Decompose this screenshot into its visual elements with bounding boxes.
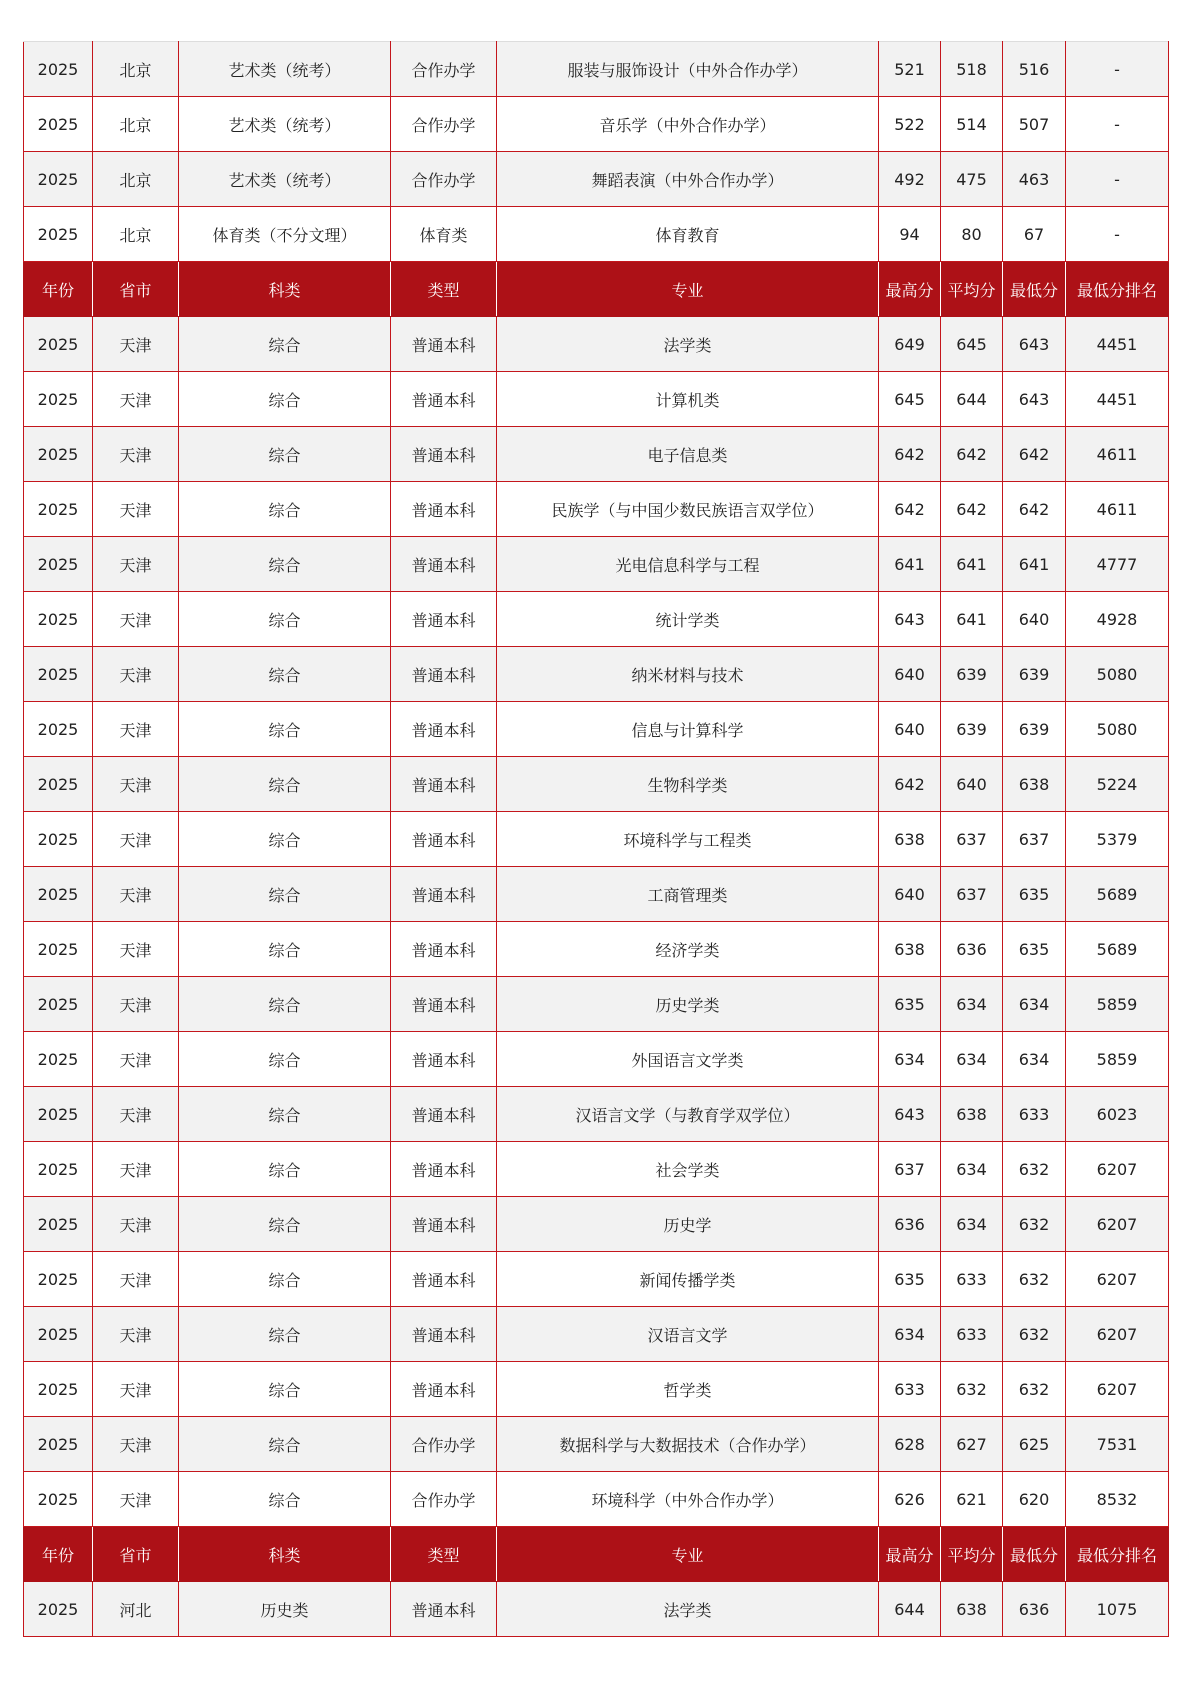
- province-cell: 天津: [93, 757, 179, 812]
- subject-cell: 综合: [179, 372, 391, 427]
- max-score-cell: 642: [879, 427, 941, 482]
- min-score-cell: 635: [1003, 922, 1066, 977]
- min-rank-cell: 8532: [1066, 1472, 1169, 1527]
- max-score-cell: 636: [879, 1197, 941, 1252]
- table-row: [24, 42, 1169, 97]
- avg-score-cell: 634: [941, 1032, 1003, 1087]
- table-row: [24, 592, 1169, 647]
- type-cell: 合作办学: [391, 1472, 497, 1527]
- max-score-cell: 640: [879, 647, 941, 702]
- major-cell: 光电信息科学与工程: [497, 537, 879, 592]
- max-score-cell: 635: [879, 977, 941, 1032]
- min-rank-cell: 4451: [1066, 317, 1169, 372]
- min-score-cell: 641: [1003, 537, 1066, 592]
- subject-cell: 综合: [179, 482, 391, 537]
- min-score-cell: 643: [1003, 372, 1066, 427]
- major-cell: 汉语言文学: [497, 1307, 879, 1362]
- avg-score-cell: 645: [941, 317, 1003, 372]
- column-header-major: 专业: [497, 1527, 879, 1582]
- year-cell: 2025: [24, 757, 93, 812]
- column-header-year: 年份: [24, 1527, 93, 1582]
- major-cell: 汉语言文学（与教育学双学位）: [497, 1087, 879, 1142]
- type-cell: 合作办学: [391, 152, 497, 207]
- column-header-subject: 科类: [179, 262, 391, 317]
- table-row: [24, 922, 1169, 977]
- province-cell: 天津: [93, 427, 179, 482]
- min-score-cell: 632: [1003, 1307, 1066, 1362]
- table-row: [24, 152, 1169, 207]
- year-cell: 2025: [24, 482, 93, 537]
- province-cell: 河北: [93, 1582, 179, 1637]
- province-cell: 天津: [93, 592, 179, 647]
- subject-cell: 历史类: [179, 1582, 391, 1637]
- type-cell: 普通本科: [391, 1362, 497, 1417]
- subject-cell: 综合: [179, 1362, 391, 1417]
- min-rank-cell: 4928: [1066, 592, 1169, 647]
- major-cell: 舞蹈表演（中外合作办学）: [497, 152, 879, 207]
- year-cell: 2025: [24, 152, 93, 207]
- province-cell: 天津: [93, 1087, 179, 1142]
- min-rank-cell: -: [1066, 207, 1169, 262]
- subject-cell: 艺术类（统考）: [179, 42, 391, 97]
- column-header-max-score: 最高分: [879, 1527, 941, 1582]
- year-cell: 2025: [24, 372, 93, 427]
- type-cell: 普通本科: [391, 922, 497, 977]
- min-score-cell: 642: [1003, 482, 1066, 537]
- min-rank-cell: 5859: [1066, 977, 1169, 1032]
- major-cell: 法学类: [497, 317, 879, 372]
- table-row: [24, 977, 1169, 1032]
- avg-score-cell: 634: [941, 1197, 1003, 1252]
- type-cell: 普通本科: [391, 1582, 497, 1637]
- table-header-row: [24, 1527, 1169, 1582]
- major-cell: 电子信息类: [497, 427, 879, 482]
- type-cell: 普通本科: [391, 702, 497, 757]
- major-cell: 计算机类: [497, 372, 879, 427]
- year-cell: 2025: [24, 647, 93, 702]
- year-cell: 2025: [24, 922, 93, 977]
- subject-cell: 综合: [179, 1417, 391, 1472]
- year-cell: 2025: [24, 812, 93, 867]
- type-cell: 普通本科: [391, 1142, 497, 1197]
- min-score-cell: 625: [1003, 1417, 1066, 1472]
- max-score-cell: 638: [879, 812, 941, 867]
- max-score-cell: 645: [879, 372, 941, 427]
- province-cell: 天津: [93, 372, 179, 427]
- subject-cell: 综合: [179, 1197, 391, 1252]
- column-header-min-score: 最低分: [1003, 1527, 1066, 1582]
- min-rank-cell: 6023: [1066, 1087, 1169, 1142]
- table-header-row: [24, 262, 1169, 317]
- subject-cell: 综合: [179, 812, 391, 867]
- year-cell: 2025: [24, 207, 93, 262]
- min-score-cell: 643: [1003, 317, 1066, 372]
- min-score-cell: 516: [1003, 42, 1066, 97]
- subject-cell: 艺术类（统考）: [179, 152, 391, 207]
- max-score-cell: 642: [879, 482, 941, 537]
- year-cell: 2025: [24, 1362, 93, 1417]
- table-row: [24, 1582, 1169, 1637]
- min-rank-cell: 4611: [1066, 482, 1169, 537]
- max-score-cell: 628: [879, 1417, 941, 1472]
- min-score-cell: 638: [1003, 757, 1066, 812]
- province-cell: 天津: [93, 537, 179, 592]
- avg-score-cell: 638: [941, 1582, 1003, 1637]
- avg-score-cell: 633: [941, 1307, 1003, 1362]
- avg-score-cell: 641: [941, 592, 1003, 647]
- min-rank-cell: 4451: [1066, 372, 1169, 427]
- min-score-cell: 632: [1003, 1362, 1066, 1417]
- min-rank-cell: -: [1066, 97, 1169, 152]
- table-row: [24, 482, 1169, 537]
- subject-cell: 综合: [179, 1032, 391, 1087]
- province-cell: 天津: [93, 977, 179, 1032]
- column-header-min-score: 最低分: [1003, 262, 1066, 317]
- province-cell: 天津: [93, 1142, 179, 1197]
- table-row: [24, 1362, 1169, 1417]
- max-score-cell: 637: [879, 1142, 941, 1197]
- year-cell: 2025: [24, 1087, 93, 1142]
- province-cell: 天津: [93, 1032, 179, 1087]
- min-score-cell: 642: [1003, 427, 1066, 482]
- table-row: [24, 317, 1169, 372]
- type-cell: 合作办学: [391, 97, 497, 152]
- max-score-cell: 492: [879, 152, 941, 207]
- province-cell: 天津: [93, 317, 179, 372]
- table-row: [24, 1417, 1169, 1472]
- type-cell: 合作办学: [391, 1417, 497, 1472]
- province-cell: 天津: [93, 1197, 179, 1252]
- subject-cell: 综合: [179, 1252, 391, 1307]
- province-cell: 天津: [93, 1362, 179, 1417]
- min-rank-cell: 5689: [1066, 922, 1169, 977]
- year-cell: 2025: [24, 1032, 93, 1087]
- min-rank-cell: 5080: [1066, 702, 1169, 757]
- table-row: [24, 372, 1169, 427]
- min-score-cell: 634: [1003, 1032, 1066, 1087]
- avg-score-cell: 639: [941, 647, 1003, 702]
- min-score-cell: 463: [1003, 152, 1066, 207]
- min-rank-cell: 1075: [1066, 1582, 1169, 1637]
- major-cell: 历史学类: [497, 977, 879, 1032]
- province-cell: 天津: [93, 922, 179, 977]
- table-row: [24, 867, 1169, 922]
- major-cell: 法学类: [497, 1582, 879, 1637]
- type-cell: 普通本科: [391, 1252, 497, 1307]
- table-row: [24, 1252, 1169, 1307]
- min-score-cell: 639: [1003, 647, 1066, 702]
- province-cell: 天津: [93, 1307, 179, 1362]
- column-header-min-rank: 最低分排名: [1066, 262, 1169, 317]
- table-row: [24, 1197, 1169, 1252]
- type-cell: 普通本科: [391, 977, 497, 1032]
- subject-cell: 综合: [179, 427, 391, 482]
- year-cell: 2025: [24, 1197, 93, 1252]
- province-cell: 天津: [93, 1417, 179, 1472]
- max-score-cell: 644: [879, 1582, 941, 1637]
- avg-score-cell: 80: [941, 207, 1003, 262]
- province-cell: 北京: [93, 152, 179, 207]
- type-cell: 合作办学: [391, 42, 497, 97]
- year-cell: 2025: [24, 1472, 93, 1527]
- year-cell: 2025: [24, 977, 93, 1032]
- subject-cell: 综合: [179, 317, 391, 372]
- province-cell: 天津: [93, 1472, 179, 1527]
- avg-score-cell: 514: [941, 97, 1003, 152]
- major-cell: 信息与计算科学: [497, 702, 879, 757]
- major-cell: 民族学（与中国少数民族语言双学位）: [497, 482, 879, 537]
- table-row: [24, 1142, 1169, 1197]
- avg-score-cell: 475: [941, 152, 1003, 207]
- max-score-cell: 633: [879, 1362, 941, 1417]
- max-score-cell: 643: [879, 1087, 941, 1142]
- type-cell: 普通本科: [391, 647, 497, 702]
- column-header-year: 年份: [24, 262, 93, 317]
- avg-score-cell: 621: [941, 1472, 1003, 1527]
- max-score-cell: 522: [879, 97, 941, 152]
- major-cell: 工商管理类: [497, 867, 879, 922]
- column-header-avg-score: 平均分: [941, 1527, 1003, 1582]
- type-cell: 普通本科: [391, 482, 497, 537]
- table-row: [24, 1472, 1169, 1527]
- year-cell: 2025: [24, 592, 93, 647]
- avg-score-cell: 636: [941, 922, 1003, 977]
- subject-cell: 综合: [179, 647, 391, 702]
- max-score-cell: 641: [879, 537, 941, 592]
- min-rank-cell: 5379: [1066, 812, 1169, 867]
- min-rank-cell: 4777: [1066, 537, 1169, 592]
- year-cell: 2025: [24, 1307, 93, 1362]
- major-cell: 生物科学类: [497, 757, 879, 812]
- major-cell: 数据科学与大数据技术（合作办学）: [497, 1417, 879, 1472]
- min-rank-cell: 6207: [1066, 1142, 1169, 1197]
- province-cell: 天津: [93, 812, 179, 867]
- avg-score-cell: 638: [941, 1087, 1003, 1142]
- table-body: [24, 42, 1169, 1637]
- min-rank-cell: 5080: [1066, 647, 1169, 702]
- avg-score-cell: 633: [941, 1252, 1003, 1307]
- type-cell: 普通本科: [391, 427, 497, 482]
- major-cell: 统计学类: [497, 592, 879, 647]
- major-cell: 纳米材料与技术: [497, 647, 879, 702]
- min-score-cell: 640: [1003, 592, 1066, 647]
- table-row: [24, 702, 1169, 757]
- type-cell: 普通本科: [391, 867, 497, 922]
- min-score-cell: 632: [1003, 1197, 1066, 1252]
- max-score-cell: 635: [879, 1252, 941, 1307]
- avg-score-cell: 637: [941, 867, 1003, 922]
- year-cell: 2025: [24, 1252, 93, 1307]
- max-score-cell: 634: [879, 1307, 941, 1362]
- column-header-province: 省市: [93, 1527, 179, 1582]
- min-rank-cell: 7531: [1066, 1417, 1169, 1472]
- major-cell: 环境科学与工程类: [497, 812, 879, 867]
- province-cell: 天津: [93, 867, 179, 922]
- avg-score-cell: 634: [941, 977, 1003, 1032]
- subject-cell: 综合: [179, 922, 391, 977]
- min-score-cell: 635: [1003, 867, 1066, 922]
- column-header-avg-score: 平均分: [941, 262, 1003, 317]
- year-cell: 2025: [24, 867, 93, 922]
- table-row: [24, 757, 1169, 812]
- province-cell: 北京: [93, 97, 179, 152]
- province-cell: 天津: [93, 1252, 179, 1307]
- subject-cell: 综合: [179, 1087, 391, 1142]
- avg-score-cell: 637: [941, 812, 1003, 867]
- subject-cell: 综合: [179, 1472, 391, 1527]
- table-row: [24, 207, 1169, 262]
- avg-score-cell: 518: [941, 42, 1003, 97]
- column-header-min-rank: 最低分排名: [1066, 1527, 1169, 1582]
- subject-cell: 综合: [179, 702, 391, 757]
- table-row: [24, 812, 1169, 867]
- avg-score-cell: 642: [941, 427, 1003, 482]
- type-cell: 普通本科: [391, 1032, 497, 1087]
- major-cell: 外国语言文学类: [497, 1032, 879, 1087]
- max-score-cell: 626: [879, 1472, 941, 1527]
- table-row: [24, 97, 1169, 152]
- min-score-cell: 67: [1003, 207, 1066, 262]
- column-header-type: 类型: [391, 1527, 497, 1582]
- subject-cell: 综合: [179, 977, 391, 1032]
- type-cell: 普通本科: [391, 317, 497, 372]
- year-cell: 2025: [24, 427, 93, 482]
- year-cell: 2025: [24, 702, 93, 757]
- avg-score-cell: 632: [941, 1362, 1003, 1417]
- province-cell: 北京: [93, 42, 179, 97]
- subject-cell: 综合: [179, 537, 391, 592]
- major-cell: 新闻传播学类: [497, 1252, 879, 1307]
- column-header-province: 省市: [93, 262, 179, 317]
- min-rank-cell: 6207: [1066, 1252, 1169, 1307]
- min-score-cell: 637: [1003, 812, 1066, 867]
- type-cell: 普通本科: [391, 537, 497, 592]
- table-row: [24, 1307, 1169, 1362]
- table-row: [24, 1032, 1169, 1087]
- province-cell: 天津: [93, 482, 179, 537]
- min-score-cell: 639: [1003, 702, 1066, 757]
- province-cell: 天津: [93, 647, 179, 702]
- year-cell: 2025: [24, 1582, 93, 1637]
- year-cell: 2025: [24, 537, 93, 592]
- type-cell: 普通本科: [391, 1197, 497, 1252]
- type-cell: 普通本科: [391, 757, 497, 812]
- column-header-subject: 科类: [179, 1527, 391, 1582]
- min-score-cell: 636: [1003, 1582, 1066, 1637]
- major-cell: 经济学类: [497, 922, 879, 977]
- subject-cell: 综合: [179, 1142, 391, 1197]
- min-rank-cell: 4611: [1066, 427, 1169, 482]
- min-score-cell: 634: [1003, 977, 1066, 1032]
- min-rank-cell: -: [1066, 42, 1169, 97]
- major-cell: 服装与服饰设计（中外合作办学）: [497, 42, 879, 97]
- max-score-cell: 521: [879, 42, 941, 97]
- major-cell: 社会学类: [497, 1142, 879, 1197]
- type-cell: 普通本科: [391, 592, 497, 647]
- admission-score-table: [23, 41, 1169, 1637]
- avg-score-cell: 639: [941, 702, 1003, 757]
- type-cell: 普通本科: [391, 1307, 497, 1362]
- province-cell: 北京: [93, 207, 179, 262]
- type-cell: 普通本科: [391, 372, 497, 427]
- major-cell: 环境科学（中外合作办学）: [497, 1472, 879, 1527]
- subject-cell: 体育类（不分文理）: [179, 207, 391, 262]
- avg-score-cell: 641: [941, 537, 1003, 592]
- avg-score-cell: 642: [941, 482, 1003, 537]
- table-row: [24, 1087, 1169, 1142]
- province-cell: 天津: [93, 702, 179, 757]
- min-rank-cell: 5689: [1066, 867, 1169, 922]
- year-cell: 2025: [24, 97, 93, 152]
- avg-score-cell: 627: [941, 1417, 1003, 1472]
- year-cell: 2025: [24, 1142, 93, 1197]
- max-score-cell: 649: [879, 317, 941, 372]
- type-cell: 普通本科: [391, 812, 497, 867]
- avg-score-cell: 640: [941, 757, 1003, 812]
- year-cell: 2025: [24, 1417, 93, 1472]
- major-cell: 历史学: [497, 1197, 879, 1252]
- major-cell: 音乐学（中外合作办学）: [497, 97, 879, 152]
- table-row: [24, 427, 1169, 482]
- min-rank-cell: 5224: [1066, 757, 1169, 812]
- max-score-cell: 94: [879, 207, 941, 262]
- min-score-cell: 507: [1003, 97, 1066, 152]
- subject-cell: 综合: [179, 1307, 391, 1362]
- avg-score-cell: 644: [941, 372, 1003, 427]
- subject-cell: 综合: [179, 592, 391, 647]
- min-score-cell: 620: [1003, 1472, 1066, 1527]
- min-rank-cell: 6207: [1066, 1197, 1169, 1252]
- max-score-cell: 638: [879, 922, 941, 977]
- avg-score-cell: 634: [941, 1142, 1003, 1197]
- subject-cell: 艺术类（统考）: [179, 97, 391, 152]
- column-header-major: 专业: [497, 262, 879, 317]
- column-header-type: 类型: [391, 262, 497, 317]
- max-score-cell: 634: [879, 1032, 941, 1087]
- min-score-cell: 633: [1003, 1087, 1066, 1142]
- column-header-max-score: 最高分: [879, 262, 941, 317]
- min-rank-cell: -: [1066, 152, 1169, 207]
- table-row: [24, 537, 1169, 592]
- min-score-cell: 632: [1003, 1142, 1066, 1197]
- year-cell: 2025: [24, 317, 93, 372]
- max-score-cell: 640: [879, 867, 941, 922]
- subject-cell: 综合: [179, 757, 391, 812]
- max-score-cell: 640: [879, 702, 941, 757]
- year-cell: 2025: [24, 42, 93, 97]
- type-cell: 普通本科: [391, 1087, 497, 1142]
- min-rank-cell: 5859: [1066, 1032, 1169, 1087]
- table-row: [24, 647, 1169, 702]
- major-cell: 体育教育: [497, 207, 879, 262]
- max-score-cell: 642: [879, 757, 941, 812]
- min-rank-cell: 6207: [1066, 1307, 1169, 1362]
- major-cell: 哲学类: [497, 1362, 879, 1417]
- min-score-cell: 632: [1003, 1252, 1066, 1307]
- subject-cell: 综合: [179, 867, 391, 922]
- max-score-cell: 643: [879, 592, 941, 647]
- min-rank-cell: 6207: [1066, 1362, 1169, 1417]
- type-cell: 体育类: [391, 207, 497, 262]
